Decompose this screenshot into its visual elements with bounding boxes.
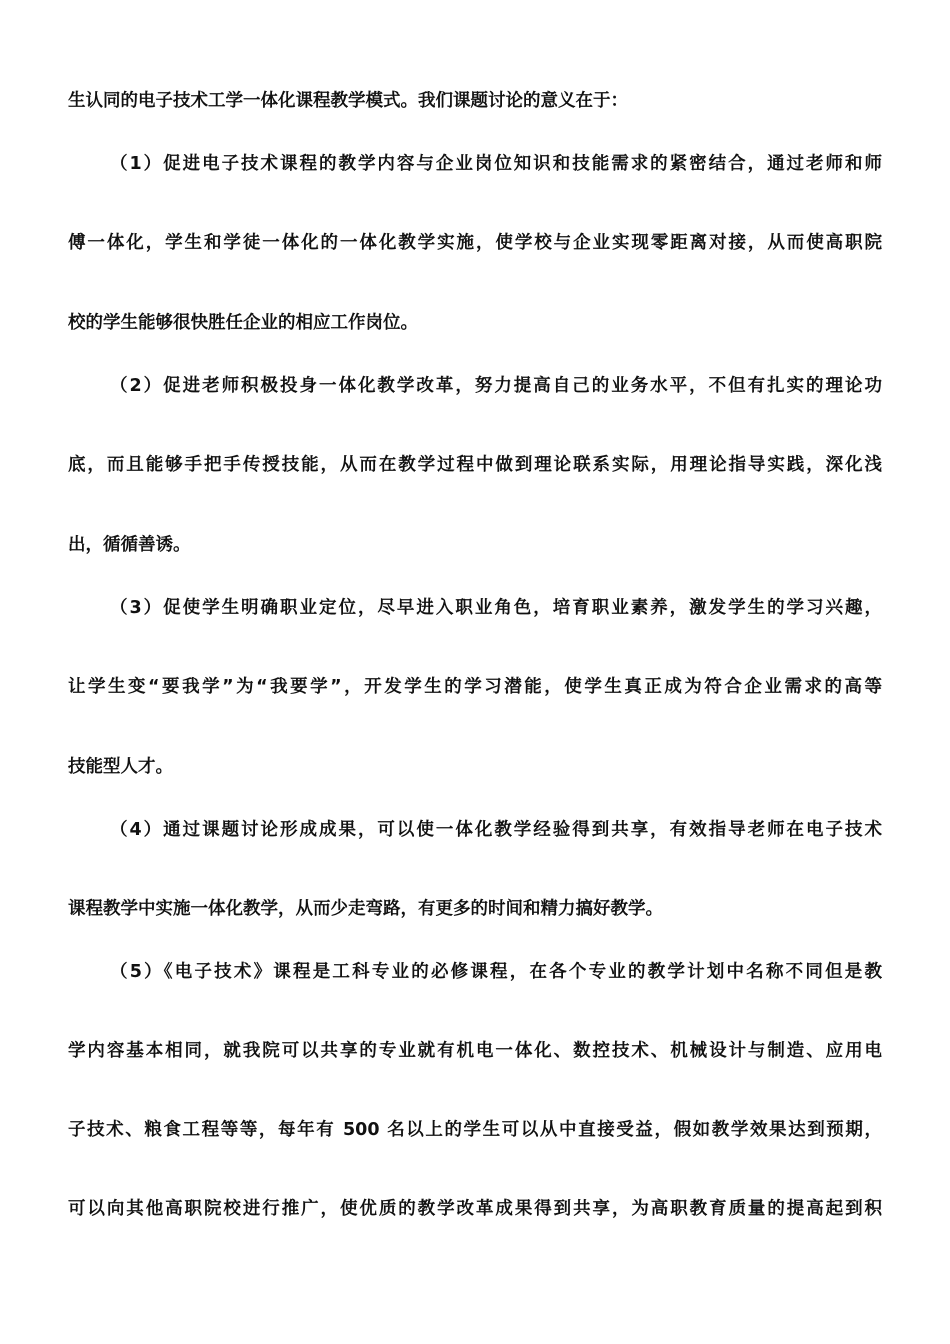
text-line: 课程教学中实施一体化教学，从而少走弯路，有更多的时间和精力搞好教学。 [68, 899, 663, 919]
text-line: 让学生变“要我学”为“我要学”，开发学生的学习潜能，使学生真正成为符合企业需求的高等 [68, 677, 882, 697]
text-line: 校的学生能够很快胜任企业的相应工作岗位。 [68, 313, 418, 333]
text-line: 出，循循善诱。 [68, 535, 191, 555]
paragraph-1-line: （1）促进电子技术课程的教学内容与企业岗位知识和技能需求的紧密结合，通过老师和师 [110, 154, 882, 174]
text-line: 可以向其他高职院校进行推广，使优质的教学改革成果得到共享，为高职教育质量的提高起到积 [68, 1199, 882, 1219]
paragraph-2-line: （2）促进老师积极投身一体化教学改革，努力提高自己的业务水平，不但有扎实的理论功 [110, 376, 882, 396]
paragraph-5-line: （5）《电子技术》课程是工科专业的必修课程，在各个专业的教学计划中名称不同但是教 [110, 962, 882, 982]
paragraph-4-line: （4）通过课题讨论形成成果，可以使一体化教学经验得到共享，有效指导老师在电子技术 [110, 820, 882, 840]
text-line: 傅一体化，学生和学徒一体化的一体化教学实施，使学校与企业实现零距离对接，从而使高职院 [68, 233, 882, 253]
paragraph-3-line: （3）促使学生明确职业定位，尽早进入职业角色，培育职业素养，激发学生的学习兴趣， [110, 598, 882, 618]
text-line: 学内容基本相同，就我院可以共享的专业就有机电一体化、数控技术、机械设计与制造、应用电 [68, 1041, 882, 1061]
text-line: 底，而且能够手把手传授技能，从而在教学过程中做到理论联系实际，用理论指导实践，深化浅 [68, 455, 882, 475]
text-line: 技能型人才。 [68, 757, 173, 777]
text-line: 子技术、粮食工程等等，每年有 500 名以上的学生可以从中直接受益，假如教学效果达到预期， [68, 1120, 882, 1140]
text-line: 生认同的电子技术工学一体化课程教学模式。我们课题讨论的意义在于： [68, 91, 628, 111]
